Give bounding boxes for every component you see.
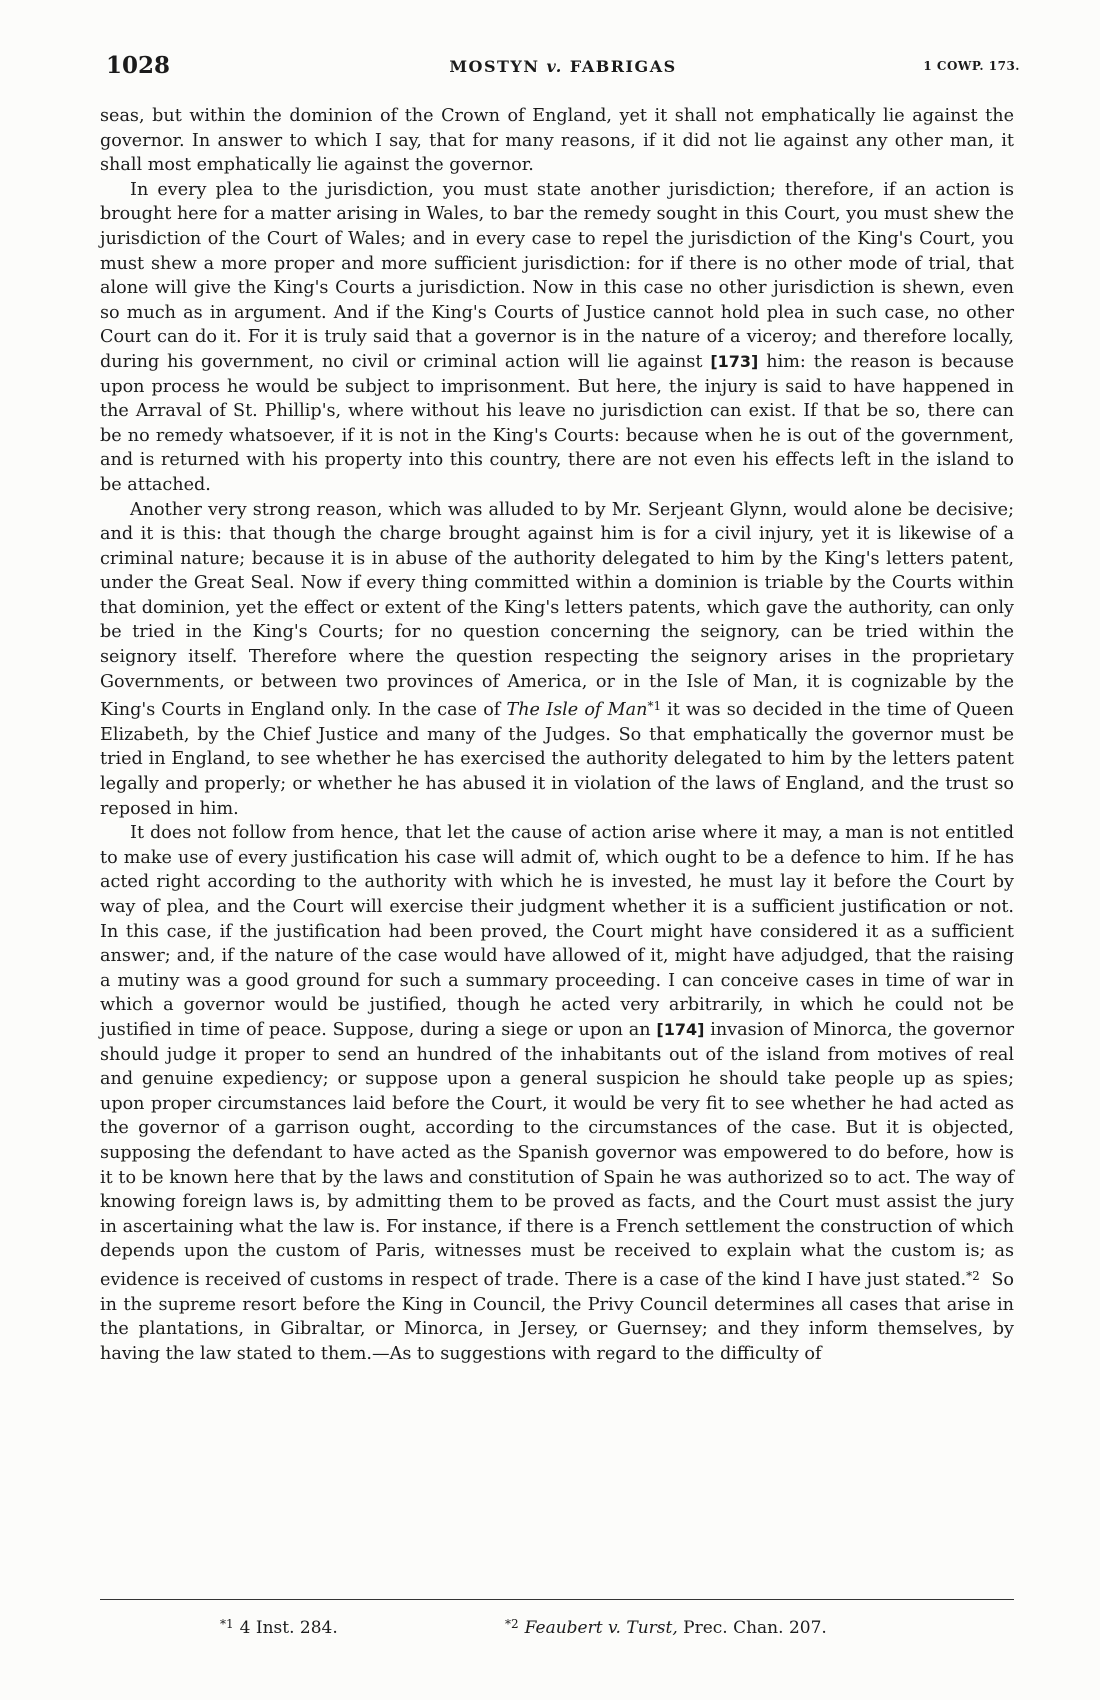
paragraph-3-text-a: Another very strong reason, which was alluded to by Mr. Serjeant Glynn, would alone be decisive; and it is this: that though the charge brought against him is for a civil injury, yet it is likewise of a criminal nature; because it is in abuse of the authority delegated to him by the King's letters patent, under the Great Seal. Now if every thing committed within a dominion is triable by the Courts within that dominion, yet the effect or extent of the King's letters patents, which gave the authority, can only be tried in the King's Courts; for no question concerning the seignory, can be tried within the seignory itself. Therefore where the question respecting the seignory arises in the proprietary Governments, or between two provinces of America, or in the Isle of Man, it is cognizable by the King's Courts in England only. In the case of bbox=[100, 499, 1014, 721]
footnote-1-text: 4 Inst. 284. bbox=[239, 1618, 338, 1638]
footnote-ref-1: *1 bbox=[647, 699, 662, 714]
running-title-defendant: FABRIGAS bbox=[569, 57, 677, 76]
footnote-divider bbox=[100, 1599, 1014, 1600]
case-name-isle-of-man: The Isle of Man bbox=[506, 700, 648, 721]
original-page-ref-174: [174] bbox=[656, 1019, 705, 1039]
paragraph-4-text-c: So in the supreme resort before the King in Council, the Privy Council determines all cases that arise in the plantations, in Gibraltar, or Minorca, in Jersey, or Guernsey; and they inform themselves, by having the law stated to them.—As to suggestions with regard to the difficulty of bbox=[100, 1269, 1014, 1364]
footnote-2-mark: *2 bbox=[505, 1617, 519, 1631]
footnote-ref-2: *2 bbox=[966, 1268, 980, 1283]
page-number: 1028 bbox=[106, 52, 171, 79]
body-text bbox=[100, 104, 1014, 1366]
report-citation: 1 COWP. 173. bbox=[923, 59, 1020, 73]
footnote-1-mark: *1 bbox=[220, 1617, 234, 1631]
original-page-ref-173: [173] bbox=[710, 351, 759, 371]
footnotes bbox=[100, 1617, 1014, 1647]
paragraph-3-text-b: it was so decided in the time of Queen Elizabeth, by the Chief Justice and many of the Judges. So that emphatically the governor must be tried in England, to see whether he has exercised the authority delegated to him by the letters patent legally and properly; or whether he has abused it in violation of the laws of England, and the trust so reposed in him. bbox=[100, 700, 1014, 819]
paragraph-4-text-b: invasion of Minorca, the governor should judge it proper to send an hundred of the inhabitants out of the island from motives of real and genuine expediency; or suppose upon a general suspicion he should take people up as spies; upon proper circumstances laid before the Court, it would be very fit to see whether he had acted as the governor of a garrison ought, according to the circumstances of the case. But it is objected, supposing the defendant to have acted as the Spanish governor was empowered to do before, how is it to be known here that by the laws and constitution of Spain he was authorized so to act. The way of knowing foreign laws is, by admitting them to be proved as facts, and the Court must assist the jury in ascertaining what the law is. For instance, if there is a French settlement the construction of which depends upon the custom of Paris, witnesses must be received to explain what the custom is; as evidence is received of customs in respect of trade. There is a case of the kind I have just stated. bbox=[100, 1019, 1015, 1290]
page-header bbox=[106, 52, 1020, 92]
paragraph-4 bbox=[100, 821, 1014, 1366]
paragraph-2-rest: him: the reason is because upon process he would be subject to imprisonment. But here, the injury is said to have happened in the Arraval of St. Phillip's, where without his leave no jurisdiction can exist. If that be so, there can be no remedy whatsoever, if it is not in the King's Courts: because when he is out of the government, and is returned with his property into this country, there are not even his effects left in the island to be attached. bbox=[100, 351, 1014, 495]
footnote-2-text: Prec. Chan. 207. bbox=[683, 1618, 827, 1638]
footnote-1 bbox=[220, 1617, 338, 1638]
paragraph-1: seas, but within the dominion of the Crown of England, yet it shall not emphatically lie against the governor. In answer to which I say, that for many reasons, if it did not lie against any other man, it shall most emphatically lie against the governor. bbox=[100, 106, 1014, 176]
paragraph-2-text: In every plea to the jurisdiction, you must state another jurisdiction; therefore, if an action is brought here for a matter arising in Wales, to bar the remedy sought in this Court, you must shew the jurisdiction of the Court of Wales; and in every case to repel the jurisdiction of the King's Court, you must shew a more proper and more sufficient jurisdiction: for if there is no other mode of trial, that alone will give the King's Courts a jurisdiction. Now in this case no other jurisdiction is shewn, even so much as in argument. And if the King's Courts of Justice cannot hold plea in such case, no other Court can do it. For it is truly said that a governor is in the nature of a viceroy; and therefore locally, during his government, no civil or criminal action will lie against bbox=[100, 179, 1014, 372]
paragraph-4-text-a: It does not follow from hence, that let the cause of action arise where it may, a man is not entitled to make use of every justification his case will admit of, which ought to be a defence to him. If he has acted right according to the authority with which he is invested, he must lay it before the Court by way of plea, and the Court will exercise their judgment whether it is a sufficient justification or not. In this case, if the justification had been proved, the Court might have considered it as a sufficient answer; and, if the nature of the case would have allowed of it, might have adjudged, that the raising a mutiny was a good ground for such a summary proceeding. I can conceive cases in time of war in which a governor would be justified, though he acted very arbitrarily, in which he could not be justified in time of peace. Suppose, during a siege or upon an bbox=[100, 823, 1014, 1040]
running-title bbox=[106, 57, 1020, 76]
footnote-2-case: Feaubert v. Turst, bbox=[524, 1618, 678, 1638]
running-title-v: v. bbox=[546, 57, 563, 76]
running-title-plaintiff: MOSTYN bbox=[449, 57, 540, 76]
paragraph-3 bbox=[100, 498, 1014, 822]
paragraph-2 bbox=[100, 178, 1014, 498]
footnote-2 bbox=[505, 1617, 827, 1638]
